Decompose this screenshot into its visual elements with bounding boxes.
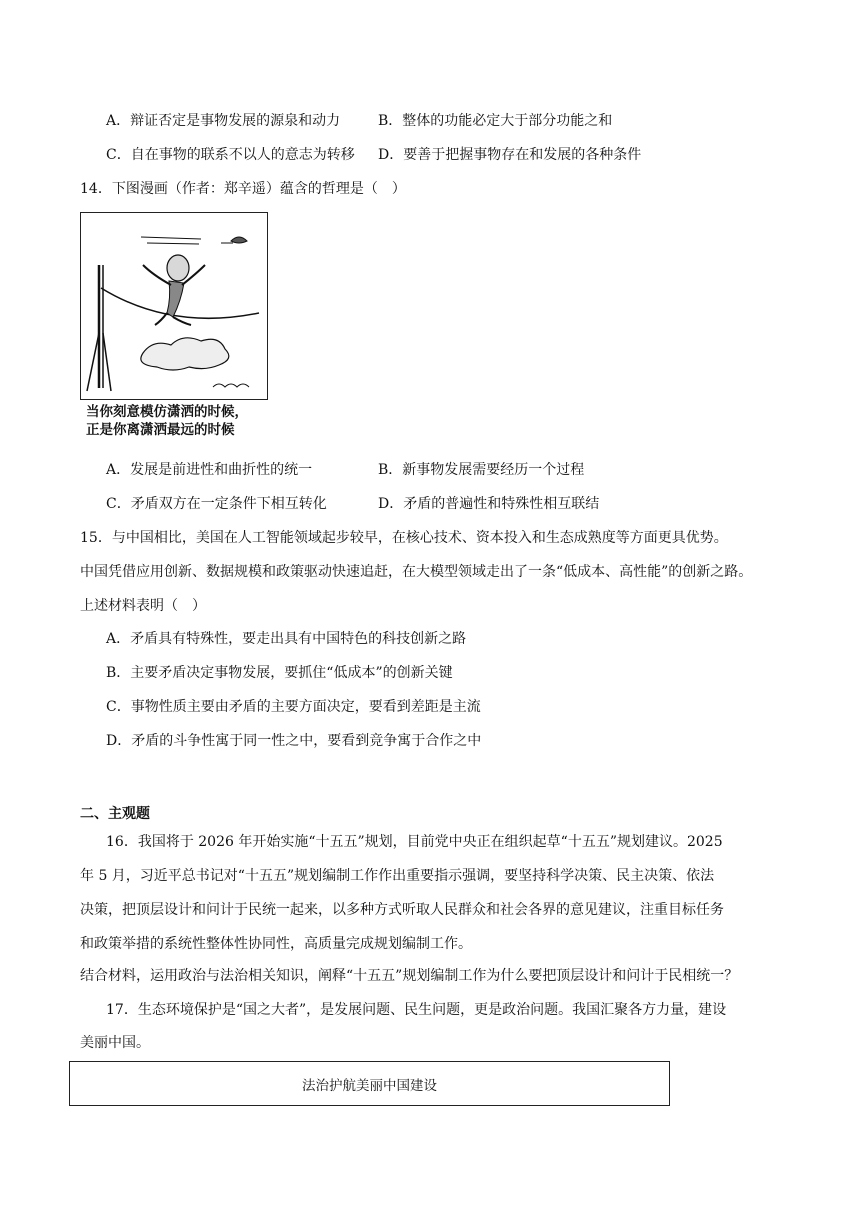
cartoon-drawing (81, 213, 267, 399)
q15-option-a: A．矛盾具有特殊性，要走出具有中国特色的科技创新之路 (106, 631, 467, 647)
q13-option-b: B．整体的功能必定大于部分功能之和 (378, 113, 613, 129)
q14-option-a: A．发展是前进性和曲折性的统一 (106, 462, 313, 478)
q17-box-text: 法治护航美丽中国建设 (302, 1077, 437, 1094)
q14-option-c: C．矛盾双方在一定条件下相互转化 (106, 496, 327, 512)
q17-line2: 美丽中国。 (80, 1035, 150, 1051)
q17-line1: 17．生态环境保护是“国之大者”，是发展问题、民生问题，更是政治问题。我国汇聚各方力量，建设 (106, 1002, 727, 1018)
q15-stem-line1: 15．与中国相比，美国在人工智能领域起步较早，在核心技术、资本投入和生态成熟度等方面更具优势。 (80, 530, 728, 546)
cartoon-caption-line2: 正是你离潇洒最远的时候 (86, 422, 235, 438)
q15-option-d: D．矛盾的斗争性寓于同一性之中，要看到竞争寓于合作之中 (106, 733, 482, 749)
q16-line4: 和政策举措的系统性整体性协同性，高质量完成规划编制工作。 (80, 936, 472, 952)
q13-option-d: D．要善于把握事物存在和发展的各种条件 (378, 147, 642, 163)
q15-stem-line3: 上述材料表明（ ） (80, 598, 206, 614)
section-title: 二、主观题 (80, 806, 150, 822)
q13-option-a: A．辩证否定是事物发展的源泉和动力 (106, 113, 341, 129)
q15-stem-line2: 中国凭借应用创新、数据规模和政策驱动快速追赶，在大模型领域走出了一条“低成本、高性能”的创新之路。 (80, 564, 753, 580)
q17-material-box (69, 1061, 670, 1106)
q14-option-d: D．矛盾的普遍性和特殊性相互联结 (378, 496, 600, 512)
cartoon-caption-line1: 当你刻意模仿潇洒的时候， (86, 404, 248, 420)
cartoon-image (80, 212, 268, 400)
q16-line2: 年 5 月，习近平总书记对“十五五”规划编制工作作出重要指示强调，要坚持科学决策、民主决策、依法 (80, 868, 715, 884)
q13-option-c: C．自在事物的联系不以人的意志为转移 (106, 147, 355, 163)
q14-option-b: B．新事物发展需要经历一个过程 (378, 462, 585, 478)
q14-stem: 14．下图漫画（作者：郑辛遥）蕴含的哲理是（ ） (80, 181, 406, 197)
q15-option-c: C．事物性质主要由矛盾的主要方面决定，要看到差距是主流 (106, 699, 481, 715)
q16-line1: 16．我国将于 2026 年开始实施“十五五”规划，目前党中央正在组织起草“十五五”规划建议。2025 (106, 834, 723, 850)
q16-line3: 决策，把顶层设计和问计于民统一起来，以多种方式听取人民群众和社会各界的意见建议，注重目标任务 (80, 902, 724, 918)
q16-question: 结合材料，运用政治与法治相关知识，阐释“十五五”规划编制工作为什么要把顶层设计和问计于民相统一？ (80, 968, 739, 984)
q15-option-b: B．主要矛盾决定事物发展，要抓住“低成本”的创新关键 (106, 665, 453, 681)
